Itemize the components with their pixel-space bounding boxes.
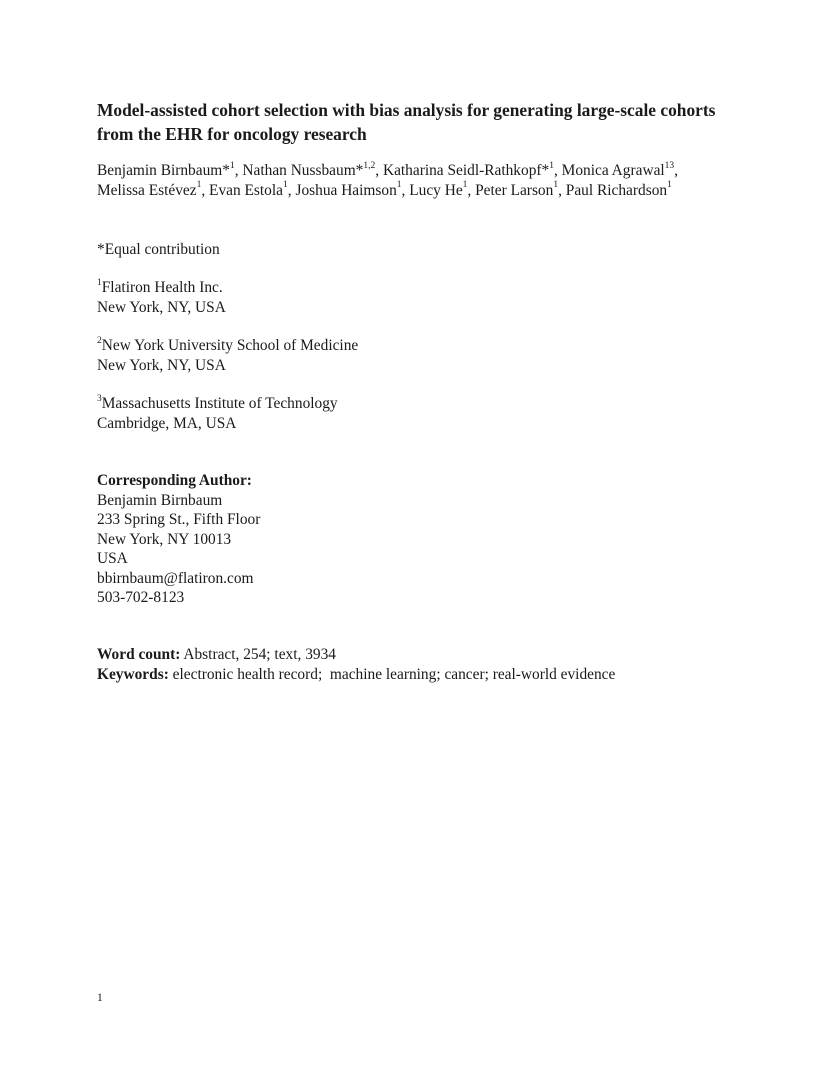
word-count-keywords bbox=[97, 645, 737, 684]
corresponding-country: USA bbox=[97, 550, 128, 567]
author-line-2 bbox=[97, 181, 757, 201]
affiliation-3 bbox=[97, 394, 338, 433]
affiliation-mark: 3 bbox=[97, 393, 102, 404]
keywords-label: Keywords: bbox=[97, 665, 169, 683]
corresponding-author-block bbox=[97, 471, 260, 608]
author-affiliation-mark: 1 bbox=[553, 180, 559, 191]
affiliation-name bbox=[97, 278, 226, 298]
author-separator: , bbox=[401, 181, 410, 199]
corresponding-email: bbirnbaum@flatiron.com bbox=[97, 569, 254, 587]
equal-contribution-note: *Equal contribution bbox=[97, 241, 220, 258]
author-separator: , bbox=[674, 162, 679, 179]
author-affiliation-mark: 1 bbox=[667, 180, 672, 191]
corresponding-address-line-1: 233 Spring St., Fifth Floor bbox=[97, 511, 261, 528]
author-separator: , bbox=[553, 162, 562, 179]
author-separator: , bbox=[558, 181, 566, 199]
author-affiliation-mark: 1 bbox=[396, 180, 402, 191]
author-name: Nathan Nussbaum* bbox=[242, 162, 364, 179]
author-separator: , bbox=[375, 162, 383, 179]
page-number: 1 bbox=[97, 992, 103, 1004]
affiliation-name bbox=[97, 394, 338, 414]
author-separator: , bbox=[201, 181, 210, 199]
author-affiliation-mark: 1 bbox=[283, 180, 288, 191]
affiliation-name-text: Massachusetts Institute of Technology bbox=[101, 395, 338, 412]
keywords-value: electronic health record; machine learning; cancer; real-world evidence bbox=[168, 665, 616, 683]
affiliation-location: New York, NY, USA bbox=[97, 356, 226, 374]
affiliation-2 bbox=[97, 336, 358, 375]
author-separator: , bbox=[234, 162, 243, 179]
author-name: Joshua Haimson bbox=[295, 181, 397, 199]
affiliation-name-text: New York University School of Medicine bbox=[101, 337, 359, 354]
author-line-1 bbox=[97, 161, 757, 181]
author-separator: , bbox=[467, 181, 476, 199]
author-name: Peter Larson bbox=[475, 181, 554, 199]
corresponding-author-name: Benjamin Birnbaum bbox=[97, 491, 223, 509]
author-affiliation-mark: 13 bbox=[664, 160, 675, 171]
author-list bbox=[97, 161, 757, 200]
affiliation-location: New York, NY, USA bbox=[97, 298, 226, 316]
author-name: Lucy He bbox=[409, 181, 463, 199]
author-name: Paul Richardson bbox=[565, 181, 668, 199]
author-separator: , bbox=[287, 181, 296, 199]
author-name: Katharina Seidl-Rathkopf* bbox=[382, 162, 550, 179]
affiliation-1 bbox=[97, 278, 226, 317]
affiliation-name-text: Flatiron Health Inc. bbox=[101, 279, 223, 296]
author-name: Evan Estola bbox=[209, 181, 283, 199]
author-affiliation-mark: 1 bbox=[229, 160, 235, 171]
corresponding-heading-line bbox=[97, 471, 260, 491]
affiliation-name bbox=[97, 336, 358, 356]
corresponding-author-heading: Corresponding Author: bbox=[97, 472, 252, 489]
keywords-line bbox=[97, 665, 737, 685]
author-affiliation-mark: 1,2 bbox=[363, 160, 376, 171]
author-name: Melissa Estévez bbox=[97, 181, 197, 199]
paper-title: Model-assisted cohort selection with bias analysis for generating large-scale cohorts from the EHR for oncology research bbox=[97, 100, 716, 144]
affiliation-location: Cambridge, MA, USA bbox=[97, 414, 237, 432]
author-name: Benjamin Birnbaum* bbox=[97, 162, 230, 179]
author-affiliation-mark: 1 bbox=[462, 180, 468, 191]
author-affiliation-mark: 1 bbox=[196, 180, 202, 191]
word-count-label: Word count: bbox=[97, 646, 181, 663]
corresponding-phone: 503-702-8123 bbox=[97, 589, 185, 606]
word-count-line bbox=[97, 645, 737, 665]
affiliation-mark: 1 bbox=[97, 277, 102, 288]
corresponding-address-line-2: New York, NY 10013 bbox=[97, 530, 232, 548]
affiliation-mark: 2 bbox=[97, 335, 102, 346]
author-name: Monica Agrawal bbox=[561, 162, 665, 179]
word-count-value: Abstract, 254; text, 3934 bbox=[180, 646, 336, 663]
author-affiliation-mark: 1 bbox=[549, 160, 554, 171]
